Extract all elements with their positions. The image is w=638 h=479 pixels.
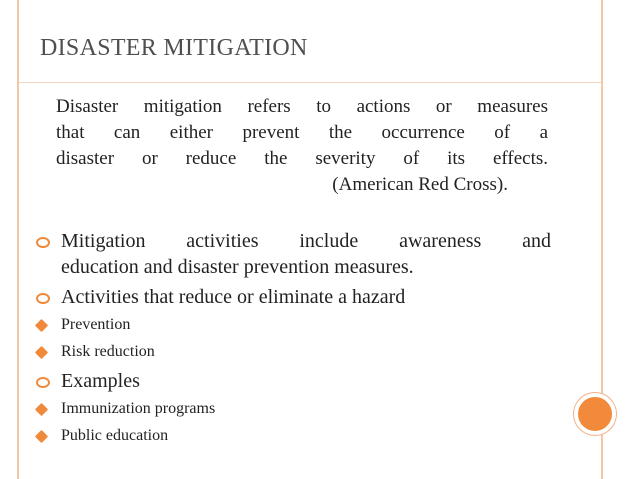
list-item-text: Risk reduction — [61, 343, 155, 360]
list-item — [36, 314, 551, 336]
list-item — [36, 398, 551, 420]
square-bullet-icon — [36, 426, 47, 450]
slide-left-border — [17, 0, 19, 479]
bullet-list — [36, 228, 551, 452]
list-item-text: Prevention — [61, 316, 131, 333]
square-bullet-icon — [36, 315, 47, 339]
square-bullet-icon — [36, 342, 47, 366]
list-item — [36, 425, 551, 447]
definition-quote — [56, 94, 548, 198]
quote-line: that can either prevent the occurrence of a — [56, 122, 548, 143]
square-bullet-icon — [36, 399, 47, 423]
list-item-text: Public education — [61, 427, 169, 444]
list-item-text: Immunization programs — [61, 400, 216, 417]
quote-line: disaster or reduce the severity of its effects. — [56, 148, 548, 169]
list-item-text: education and disaster prevention measures. — [61, 256, 414, 278]
list-item-text: Mitigation activities include awareness and — [61, 230, 551, 252]
ring-bullet-icon — [36, 231, 50, 257]
title-divider — [19, 82, 601, 83]
list-item-text: Examples — [61, 370, 140, 392]
ring-bullet-icon — [36, 371, 50, 397]
list-item — [36, 341, 551, 363]
decorative-circle-icon — [574, 393, 616, 435]
slide-title: DISASTER MITIGATION — [40, 35, 308, 61]
list-item-text: Activities that reduce or eliminate a hazard — [61, 286, 406, 308]
quote-line: Disaster mitigation refers to actions or measures — [56, 96, 548, 117]
list-item — [36, 284, 551, 310]
list-item — [36, 228, 551, 280]
quote-source: (American Red Cross). — [332, 174, 508, 195]
ring-bullet-icon — [36, 287, 50, 313]
list-item — [36, 368, 551, 394]
